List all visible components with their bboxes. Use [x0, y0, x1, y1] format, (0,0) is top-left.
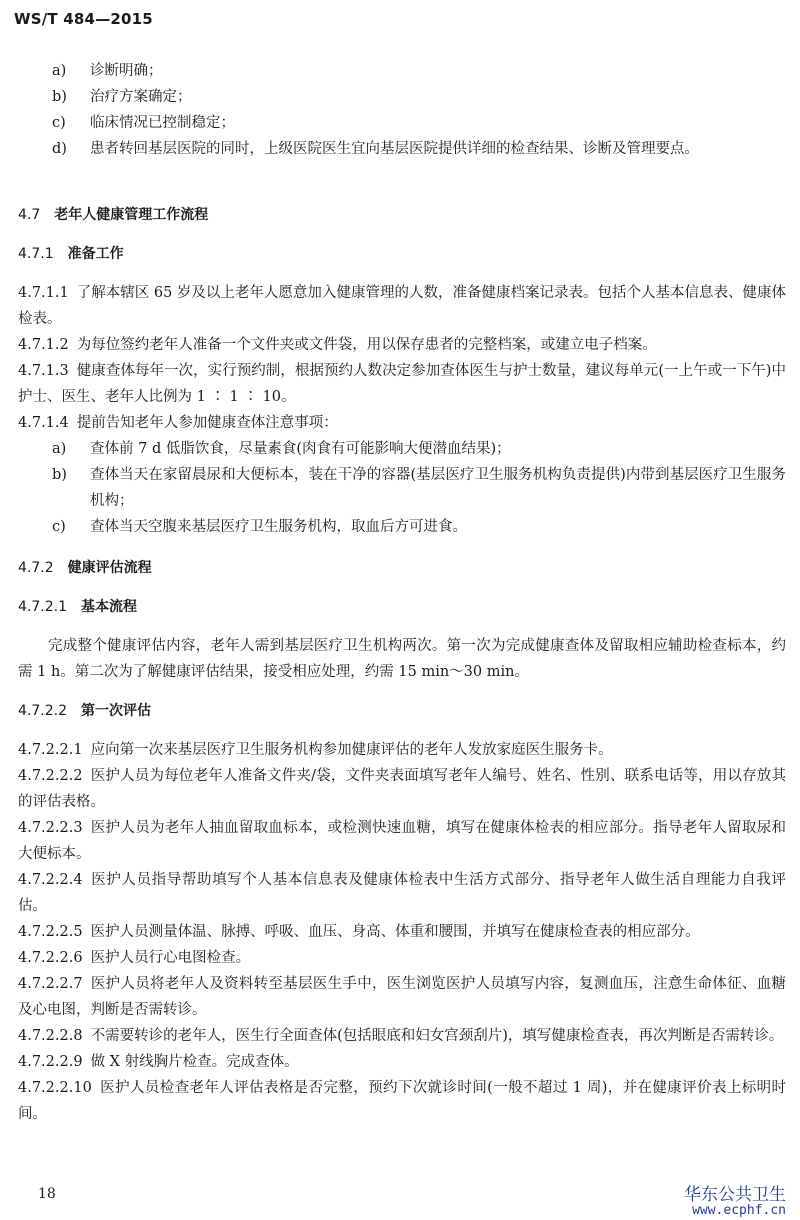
list-item: a) 诊断明确；	[52, 63, 163, 79]
section-heading-4-7: 4.7 老年人健康管理工作流程	[18, 207, 209, 223]
referral-criteria-list	[18, 58, 786, 162]
clause-item: 4.7.2.2.8 不需要转诊的老年人，医生行全面查体(包括眼底和妇女宫颈刮片)，填写健康检查表，再次判断是否需转诊。	[18, 1028, 784, 1044]
page-number: 18	[38, 1186, 56, 1202]
clause-item: 4.7.2.2.4 医护人员指导帮助填写个人基本信息表及健康体检表中生活方式部分、指导老年人做生活自理能力自我评估。	[18, 872, 786, 914]
watermark-url: www.ecphf.cn	[692, 1203, 786, 1218]
clause-4-7-1-4: 4.7.1.4 提前告知老年人参加健康查体注意事项：	[18, 415, 338, 431]
clause-item: 4.7.2.2.7 医护人员将老年人及资料转至基层医生手中，医生浏览医护人员填写内容，复测血压，注意生命体征、血糖及心电图，判断是否需转诊。	[18, 976, 786, 1018]
clause-item: 4.7.2.2.10 医护人员检查老年人评估表格是否完整，预约下次就诊时间(一般不超过 1 周)，并在健康评价表上标明时间。	[18, 1080, 786, 1122]
first-assessment-clauses	[18, 737, 786, 1127]
list-item: a) 查体前 7 d 低脂饮食，尽量素食(肉食有可能影响大便潜血结果)；	[52, 441, 511, 457]
clause-item: 4.7.2.2.6 医护人员行心电图检查。	[18, 950, 251, 966]
clause-4-7-1-1: 4.7.1.1 了解本辖区 65 岁及以上老年人愿意加入健康管理的人数，准备健康档案记录表。包括个人基本信息表、健康体检表。	[18, 285, 786, 327]
clause-item: 4.7.2.2.1 应向第一次来基层医疗卫生服务机构参加健康评估的老年人发放家庭医生服务卡。	[18, 742, 613, 758]
list-item: b) 查体当天在家留晨尿和大便标本，装在干净的容器(基层医疗卫生服务机构负责提供)内带到基层医疗卫生服务机构；	[52, 467, 786, 509]
clause-item: 4.7.2.2.3 医护人员为老年人抽血留取血标本，或检测快速血糖，填写在健康体检表的相应部分。指导老年人留取尿和大便标本。	[18, 820, 786, 862]
clause-item: 4.7.2.2.5 医护人员测量体温、脉搏、呼吸、血压、身高、体重和腰围，并填写在健康检查表的相应部分。	[18, 924, 700, 940]
checkup-notice-list	[18, 436, 786, 540]
clause-4-7-1-3: 4.7.1.3 健康查体每年一次，实行预约制，根据预约人数决定参加查体医生与护士数量，建议每单元(一上午或一下午)中护士、医生、老年人比例为 1 ∶ 1 ∶ 10。	[18, 363, 786, 405]
section-heading-4-7-2: 4.7.2 健康评估流程	[18, 560, 152, 576]
section-heading-4-7-2-2: 4.7.2.2 第一次评估	[18, 703, 151, 719]
watermark-name: 华东公共卫生	[684, 1185, 786, 1205]
list-item: d) 患者转回基层医院的同时，上级医院医生宜向基层医院提供详细的检查结果、诊断及管理要点。	[52, 141, 699, 157]
section-heading-4-7-2-1: 4.7.2.1 基本流程	[18, 599, 137, 615]
standard-code: WS/T 484—2015	[14, 10, 153, 28]
clause-item: 4.7.2.2.2 医护人员为每位老年人准备文件夹/袋，文件夹表面填写老年人编号、姓名、性别、联系电话等，用以存放其的评估表格。	[18, 768, 786, 810]
clause-4-7-1-2: 4.7.1.2 为每位签约老年人准备一个文件夹或文件袋，用以保存患者的完整档案，或建立电子档案。	[18, 337, 657, 353]
basic-flow-paragraph: 完成整个健康评估内容，老年人需到基层医疗卫生机构两次。第一次为完成健康查体及留取相应辅助检查标本，约需 1 h。第二次为了解健康评估结果，接受相应处理，约需 15 min～30 min。	[18, 638, 786, 680]
list-item: b) 治疗方案确定；	[52, 89, 192, 105]
list-item: c) 查体当天空腹来基层医疗卫生服务机构，取血后方可进食。	[52, 519, 467, 535]
clause-item: 4.7.2.2.9 做 X 射线胸片检查。完成查体。	[18, 1054, 299, 1070]
list-item: c) 临床情况已控制稳定；	[52, 115, 235, 131]
section-heading-4-7-1: 4.7.1 准备工作	[18, 246, 124, 262]
